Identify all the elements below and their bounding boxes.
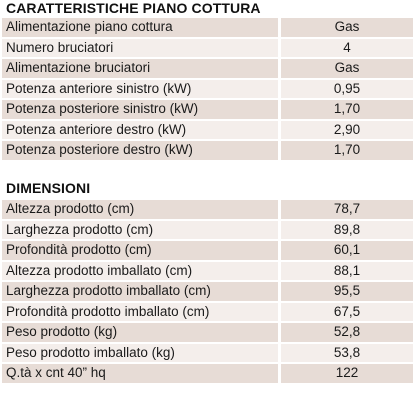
table-row (2, 262, 413, 281)
row-value: 88,1 (281, 262, 413, 281)
row-value: 4 (281, 39, 413, 58)
table-row (2, 18, 413, 37)
row-value: 52,8 (281, 323, 413, 342)
row-label: Peso prodotto imballato (kg) (2, 344, 281, 363)
row-label: Larghezza prodotto imballato (cm) (2, 282, 281, 301)
table-row (2, 141, 413, 160)
row-value: 1,70 (281, 141, 413, 160)
row-label: Profondità prodotto (cm) (2, 241, 281, 260)
table-row (2, 344, 413, 363)
spec-table-dimensioni (2, 198, 413, 385)
table-row (2, 241, 413, 260)
row-value: 78,7 (281, 200, 413, 219)
section-title-dimensioni: DIMENSIONI (6, 180, 91, 196)
row-label: Larghezza prodotto (cm) (2, 221, 281, 240)
row-value: 89,8 (281, 221, 413, 240)
row-label: Altezza prodotto (cm) (2, 200, 281, 219)
row-label: Q.tà x cnt 40” hq (2, 364, 281, 383)
spec-table-piano-cottura (2, 16, 413, 162)
row-label: Potenza anteriore sinistro (kW) (2, 80, 281, 99)
row-label: Potenza posteriore sinistro (kW) (2, 100, 281, 119)
row-value: 53,8 (281, 344, 413, 363)
row-value: 122 (281, 364, 413, 383)
row-label: Alimentazione bruciatori (2, 59, 281, 78)
row-label: Alimentazione piano cottura (2, 18, 281, 37)
row-label: Profondità prodotto imballato (cm) (2, 303, 281, 322)
row-value: 1,70 (281, 100, 413, 119)
row-value: Gas (281, 18, 413, 37)
row-label: Altezza prodotto imballato (cm) (2, 262, 281, 281)
table-row (2, 100, 413, 119)
table-row (2, 39, 413, 58)
table-row (2, 303, 413, 322)
table-row (2, 364, 413, 383)
row-value: Gas (281, 59, 413, 78)
row-label: Peso prodotto (kg) (2, 323, 281, 342)
row-value: 67,5 (281, 303, 413, 322)
row-label: Potenza posteriore destro (kW) (2, 141, 281, 160)
table-row (2, 200, 413, 219)
table-row (2, 221, 413, 240)
section-title-piano-cottura: CARATTERISTICHE PIANO COTTURA (6, 0, 261, 16)
row-value: 60,1 (281, 241, 413, 260)
row-value: 0,95 (281, 80, 413, 99)
table-row (2, 121, 413, 140)
row-value: 2,90 (281, 121, 413, 140)
table-row (2, 282, 413, 301)
table-row (2, 59, 413, 78)
row-value: 95,5 (281, 282, 413, 301)
table-row (2, 323, 413, 342)
row-label: Potenza anteriore destro (kW) (2, 121, 281, 140)
table-row (2, 80, 413, 99)
row-label: Numero bruciatori (2, 39, 281, 58)
